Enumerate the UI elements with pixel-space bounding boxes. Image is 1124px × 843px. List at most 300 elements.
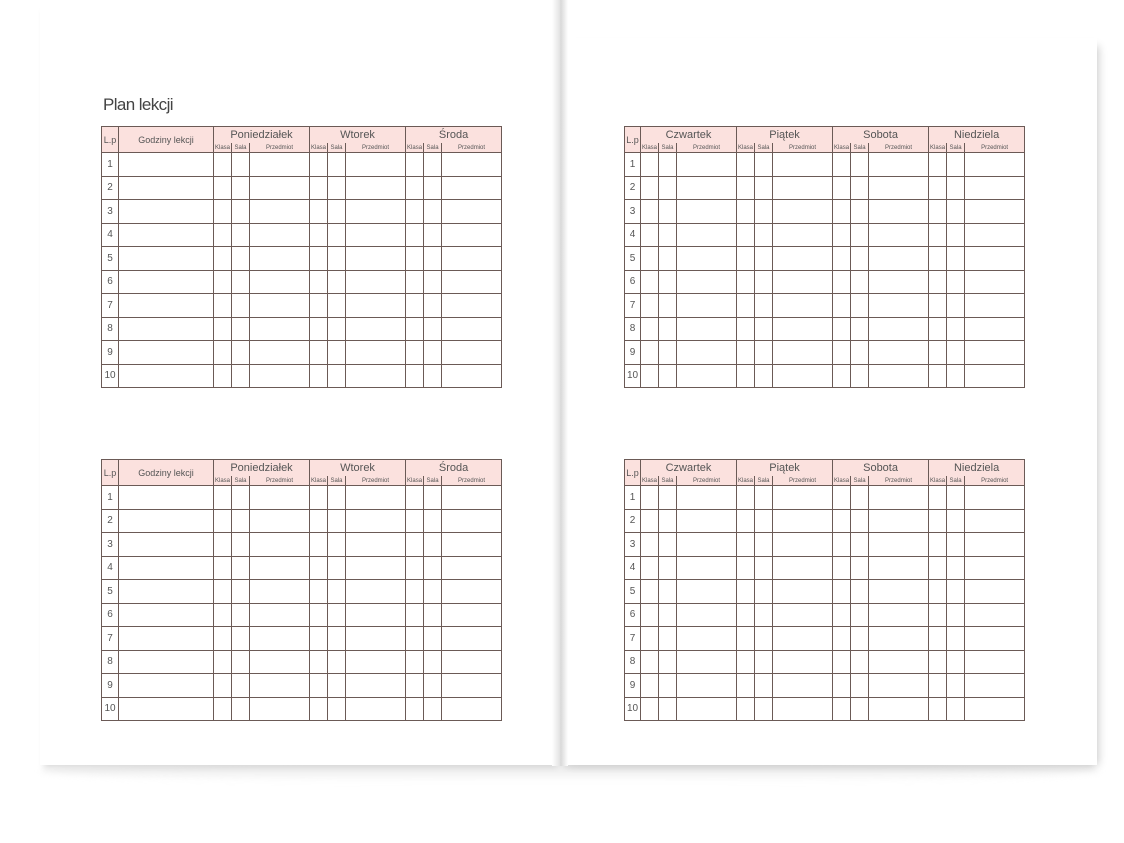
schedule-cell[interactable] — [424, 200, 442, 224]
schedule-cell[interactable] — [214, 509, 232, 533]
schedule-cell[interactable] — [833, 486, 851, 510]
schedule-cell[interactable] — [659, 270, 677, 294]
schedule-cell[interactable] — [214, 200, 232, 224]
schedule-cell[interactable] — [773, 603, 833, 627]
schedule-cell[interactable] — [310, 486, 328, 510]
schedule-cell[interactable] — [424, 697, 442, 721]
schedule-cell[interactable] — [424, 603, 442, 627]
schedule-cell[interactable] — [947, 270, 965, 294]
schedule-cell[interactable] — [677, 556, 737, 580]
schedule-cell[interactable] — [851, 317, 869, 341]
schedule-cell[interactable] — [851, 270, 869, 294]
schedule-cell[interactable] — [424, 294, 442, 318]
schedule-cell[interactable] — [250, 341, 310, 365]
schedule-cell[interactable] — [677, 533, 737, 557]
schedule-cell[interactable] — [755, 556, 773, 580]
schedule-cell[interactable] — [328, 223, 346, 247]
schedule-cell[interactable] — [442, 200, 502, 224]
schedule-cell[interactable] — [119, 486, 214, 510]
schedule-cell[interactable] — [346, 697, 406, 721]
schedule-cell[interactable] — [833, 364, 851, 388]
schedule-cell[interactable] — [833, 153, 851, 177]
schedule-cell[interactable] — [406, 317, 424, 341]
schedule-cell[interactable] — [442, 317, 502, 341]
schedule-cell[interactable] — [442, 509, 502, 533]
schedule-cell[interactable] — [250, 674, 310, 698]
schedule-cell[interactable] — [119, 176, 214, 200]
schedule-cell[interactable] — [869, 486, 929, 510]
schedule-cell[interactable] — [773, 486, 833, 510]
schedule-cell[interactable] — [310, 200, 328, 224]
schedule-cell[interactable] — [641, 270, 659, 294]
schedule-cell[interactable] — [641, 533, 659, 557]
schedule-cell[interactable] — [851, 486, 869, 510]
schedule-cell[interactable] — [641, 509, 659, 533]
schedule-cell[interactable] — [677, 270, 737, 294]
schedule-cell[interactable] — [947, 580, 965, 604]
schedule-cell[interactable] — [947, 509, 965, 533]
schedule-cell[interactable] — [677, 627, 737, 651]
schedule-cell[interactable] — [773, 247, 833, 271]
schedule-cell[interactable] — [250, 697, 310, 721]
schedule-cell[interactable] — [250, 509, 310, 533]
schedule-cell[interactable] — [250, 556, 310, 580]
schedule-cell[interactable] — [406, 603, 424, 627]
schedule-cell[interactable] — [965, 509, 1025, 533]
schedule-cell[interactable] — [641, 580, 659, 604]
schedule-cell[interactable] — [641, 341, 659, 365]
schedule-cell[interactable] — [755, 294, 773, 318]
schedule-cell[interactable] — [851, 697, 869, 721]
schedule-cell[interactable] — [659, 674, 677, 698]
schedule-cell[interactable] — [442, 650, 502, 674]
schedule-cell[interactable] — [965, 153, 1025, 177]
schedule-cell[interactable] — [310, 509, 328, 533]
schedule-cell[interactable] — [641, 650, 659, 674]
schedule-cell[interactable] — [869, 200, 929, 224]
schedule-cell[interactable] — [755, 509, 773, 533]
schedule-cell[interactable] — [947, 556, 965, 580]
schedule-cell[interactable] — [677, 486, 737, 510]
schedule-cell[interactable] — [346, 580, 406, 604]
schedule-cell[interactable] — [851, 627, 869, 651]
schedule-cell[interactable] — [851, 200, 869, 224]
schedule-cell[interactable] — [929, 270, 947, 294]
schedule-cell[interactable] — [214, 603, 232, 627]
schedule-cell[interactable] — [424, 341, 442, 365]
schedule-cell[interactable] — [442, 153, 502, 177]
schedule-cell[interactable] — [737, 627, 755, 651]
schedule-cell[interactable] — [214, 556, 232, 580]
schedule-cell[interactable] — [119, 247, 214, 271]
schedule-cell[interactable] — [424, 223, 442, 247]
schedule-cell[interactable] — [346, 509, 406, 533]
schedule-cell[interactable] — [214, 674, 232, 698]
schedule-cell[interactable] — [232, 533, 250, 557]
schedule-cell[interactable] — [232, 580, 250, 604]
schedule-cell[interactable] — [737, 533, 755, 557]
schedule-cell[interactable] — [214, 341, 232, 365]
schedule-cell[interactable] — [755, 650, 773, 674]
schedule-cell[interactable] — [214, 294, 232, 318]
schedule-cell[interactable] — [442, 341, 502, 365]
schedule-cell[interactable] — [232, 200, 250, 224]
schedule-cell[interactable] — [851, 674, 869, 698]
schedule-cell[interactable] — [119, 627, 214, 651]
schedule-cell[interactable] — [677, 509, 737, 533]
schedule-cell[interactable] — [424, 270, 442, 294]
schedule-cell[interactable] — [755, 627, 773, 651]
schedule-cell[interactable] — [965, 697, 1025, 721]
schedule-cell[interactable] — [659, 364, 677, 388]
schedule-cell[interactable] — [755, 317, 773, 341]
schedule-cell[interactable] — [677, 200, 737, 224]
schedule-cell[interactable] — [328, 153, 346, 177]
schedule-cell[interactable] — [310, 270, 328, 294]
schedule-cell[interactable] — [851, 364, 869, 388]
schedule-cell[interactable] — [833, 674, 851, 698]
schedule-cell[interactable] — [965, 247, 1025, 271]
schedule-cell[interactable] — [737, 364, 755, 388]
schedule-cell[interactable] — [250, 580, 310, 604]
schedule-cell[interactable] — [641, 176, 659, 200]
schedule-cell[interactable] — [310, 603, 328, 627]
schedule-cell[interactable] — [677, 341, 737, 365]
schedule-cell[interactable] — [346, 533, 406, 557]
schedule-cell[interactable] — [737, 341, 755, 365]
schedule-cell[interactable] — [965, 627, 1025, 651]
schedule-cell[interactable] — [310, 556, 328, 580]
schedule-cell[interactable] — [250, 650, 310, 674]
schedule-cell[interactable] — [659, 200, 677, 224]
schedule-cell[interactable] — [947, 603, 965, 627]
schedule-cell[interactable] — [442, 223, 502, 247]
schedule-cell[interactable] — [833, 603, 851, 627]
schedule-cell[interactable] — [773, 650, 833, 674]
schedule-cell[interactable] — [947, 674, 965, 698]
schedule-cell[interactable] — [310, 223, 328, 247]
schedule-cell[interactable] — [737, 176, 755, 200]
schedule-cell[interactable] — [851, 556, 869, 580]
schedule-cell[interactable] — [773, 627, 833, 651]
schedule-cell[interactable] — [965, 176, 1025, 200]
schedule-cell[interactable] — [929, 364, 947, 388]
schedule-cell[interactable] — [346, 341, 406, 365]
schedule-cell[interactable] — [677, 317, 737, 341]
schedule-cell[interactable] — [947, 294, 965, 318]
schedule-cell[interactable] — [310, 627, 328, 651]
schedule-cell[interactable] — [869, 223, 929, 247]
schedule-cell[interactable] — [965, 650, 1025, 674]
schedule-cell[interactable] — [869, 556, 929, 580]
schedule-cell[interactable] — [310, 247, 328, 271]
schedule-cell[interactable] — [406, 294, 424, 318]
schedule-cell[interactable] — [310, 341, 328, 365]
schedule-cell[interactable] — [929, 603, 947, 627]
schedule-cell[interactable] — [659, 176, 677, 200]
schedule-cell[interactable] — [310, 580, 328, 604]
schedule-cell[interactable] — [737, 603, 755, 627]
schedule-cell[interactable] — [965, 294, 1025, 318]
schedule-cell[interactable] — [965, 580, 1025, 604]
schedule-cell[interactable] — [947, 533, 965, 557]
schedule-cell[interactable] — [737, 294, 755, 318]
schedule-cell[interactable] — [406, 200, 424, 224]
schedule-cell[interactable] — [250, 200, 310, 224]
schedule-cell[interactable] — [851, 247, 869, 271]
schedule-cell[interactable] — [869, 650, 929, 674]
schedule-cell[interactable] — [833, 533, 851, 557]
schedule-cell[interactable] — [406, 580, 424, 604]
schedule-cell[interactable] — [250, 270, 310, 294]
schedule-cell[interactable] — [232, 153, 250, 177]
schedule-cell[interactable] — [755, 533, 773, 557]
schedule-cell[interactable] — [442, 556, 502, 580]
schedule-cell[interactable] — [250, 364, 310, 388]
schedule-cell[interactable] — [833, 650, 851, 674]
schedule-cell[interactable] — [406, 509, 424, 533]
schedule-cell[interactable] — [947, 223, 965, 247]
schedule-cell[interactable] — [424, 486, 442, 510]
schedule-cell[interactable] — [232, 627, 250, 651]
schedule-cell[interactable] — [869, 153, 929, 177]
schedule-cell[interactable] — [755, 486, 773, 510]
schedule-cell[interactable] — [406, 650, 424, 674]
schedule-cell[interactable] — [119, 509, 214, 533]
schedule-cell[interactable] — [659, 603, 677, 627]
schedule-cell[interactable] — [406, 341, 424, 365]
schedule-cell[interactable] — [773, 153, 833, 177]
schedule-cell[interactable] — [677, 223, 737, 247]
schedule-cell[interactable] — [755, 153, 773, 177]
schedule-cell[interactable] — [232, 341, 250, 365]
schedule-cell[interactable] — [965, 317, 1025, 341]
schedule-cell[interactable] — [773, 270, 833, 294]
schedule-cell[interactable] — [677, 176, 737, 200]
schedule-cell[interactable] — [947, 317, 965, 341]
schedule-cell[interactable] — [442, 270, 502, 294]
schedule-cell[interactable] — [677, 364, 737, 388]
schedule-cell[interactable] — [641, 627, 659, 651]
schedule-cell[interactable] — [659, 556, 677, 580]
schedule-cell[interactable] — [869, 509, 929, 533]
schedule-cell[interactable] — [442, 247, 502, 271]
schedule-cell[interactable] — [310, 697, 328, 721]
schedule-cell[interactable] — [659, 650, 677, 674]
schedule-cell[interactable] — [869, 533, 929, 557]
schedule-cell[interactable] — [929, 223, 947, 247]
schedule-cell[interactable] — [869, 364, 929, 388]
schedule-cell[interactable] — [869, 603, 929, 627]
schedule-cell[interactable] — [214, 364, 232, 388]
schedule-cell[interactable] — [929, 200, 947, 224]
schedule-cell[interactable] — [773, 294, 833, 318]
schedule-cell[interactable] — [310, 650, 328, 674]
schedule-cell[interactable] — [833, 341, 851, 365]
schedule-cell[interactable] — [773, 674, 833, 698]
schedule-cell[interactable] — [929, 294, 947, 318]
schedule-cell[interactable] — [442, 486, 502, 510]
schedule-cell[interactable] — [328, 533, 346, 557]
schedule-cell[interactable] — [424, 627, 442, 651]
schedule-cell[interactable] — [929, 247, 947, 271]
schedule-cell[interactable] — [929, 580, 947, 604]
schedule-cell[interactable] — [641, 317, 659, 341]
schedule-cell[interactable] — [773, 176, 833, 200]
schedule-cell[interactable] — [232, 556, 250, 580]
schedule-cell[interactable] — [965, 270, 1025, 294]
schedule-cell[interactable] — [773, 317, 833, 341]
schedule-cell[interactable] — [328, 294, 346, 318]
schedule-cell[interactable] — [755, 580, 773, 604]
schedule-cell[interactable] — [641, 223, 659, 247]
schedule-cell[interactable] — [659, 580, 677, 604]
schedule-cell[interactable] — [214, 627, 232, 651]
schedule-cell[interactable] — [947, 200, 965, 224]
schedule-cell[interactable] — [773, 533, 833, 557]
schedule-cell[interactable] — [869, 294, 929, 318]
schedule-cell[interactable] — [737, 509, 755, 533]
schedule-cell[interactable] — [232, 603, 250, 627]
schedule-cell[interactable] — [310, 294, 328, 318]
schedule-cell[interactable] — [328, 650, 346, 674]
schedule-cell[interactable] — [442, 533, 502, 557]
schedule-cell[interactable] — [947, 650, 965, 674]
schedule-cell[interactable] — [250, 603, 310, 627]
schedule-cell[interactable] — [659, 627, 677, 651]
schedule-cell[interactable] — [346, 270, 406, 294]
schedule-cell[interactable] — [641, 486, 659, 510]
schedule-cell[interactable] — [929, 627, 947, 651]
schedule-cell[interactable] — [346, 650, 406, 674]
schedule-cell[interactable] — [328, 247, 346, 271]
schedule-cell[interactable] — [677, 247, 737, 271]
schedule-cell[interactable] — [929, 317, 947, 341]
schedule-cell[interactable] — [947, 341, 965, 365]
schedule-cell[interactable] — [659, 509, 677, 533]
schedule-cell[interactable] — [232, 697, 250, 721]
schedule-cell[interactable] — [773, 580, 833, 604]
schedule-cell[interactable] — [119, 364, 214, 388]
schedule-cell[interactable] — [773, 509, 833, 533]
schedule-cell[interactable] — [947, 627, 965, 651]
schedule-cell[interactable] — [328, 176, 346, 200]
schedule-cell[interactable] — [659, 294, 677, 318]
schedule-cell[interactable] — [737, 486, 755, 510]
schedule-cell[interactable] — [328, 317, 346, 341]
schedule-cell[interactable] — [755, 341, 773, 365]
schedule-cell[interactable] — [406, 674, 424, 698]
schedule-cell[interactable] — [424, 509, 442, 533]
schedule-cell[interactable] — [659, 153, 677, 177]
schedule-cell[interactable] — [346, 486, 406, 510]
schedule-cell[interactable] — [406, 153, 424, 177]
schedule-cell[interactable] — [965, 223, 1025, 247]
schedule-cell[interactable] — [773, 200, 833, 224]
schedule-cell[interactable] — [406, 556, 424, 580]
schedule-cell[interactable] — [346, 603, 406, 627]
schedule-cell[interactable] — [737, 580, 755, 604]
schedule-cell[interactable] — [232, 223, 250, 247]
schedule-cell[interactable] — [929, 650, 947, 674]
schedule-cell[interactable] — [833, 627, 851, 651]
schedule-cell[interactable] — [346, 294, 406, 318]
schedule-cell[interactable] — [851, 533, 869, 557]
schedule-cell[interactable] — [737, 247, 755, 271]
schedule-cell[interactable] — [328, 674, 346, 698]
schedule-cell[interactable] — [755, 176, 773, 200]
schedule-cell[interactable] — [214, 580, 232, 604]
schedule-cell[interactable] — [119, 200, 214, 224]
schedule-cell[interactable] — [119, 556, 214, 580]
schedule-cell[interactable] — [119, 674, 214, 698]
schedule-cell[interactable] — [232, 270, 250, 294]
schedule-cell[interactable] — [119, 341, 214, 365]
schedule-cell[interactable] — [773, 223, 833, 247]
schedule-cell[interactable] — [119, 317, 214, 341]
schedule-cell[interactable] — [929, 674, 947, 698]
schedule-cell[interactable] — [659, 533, 677, 557]
schedule-cell[interactable] — [232, 247, 250, 271]
schedule-cell[interactable] — [869, 317, 929, 341]
schedule-cell[interactable] — [641, 294, 659, 318]
schedule-cell[interactable] — [424, 364, 442, 388]
schedule-cell[interactable] — [929, 341, 947, 365]
schedule-cell[interactable] — [869, 627, 929, 651]
schedule-cell[interactable] — [310, 674, 328, 698]
schedule-cell[interactable] — [737, 650, 755, 674]
schedule-cell[interactable] — [947, 364, 965, 388]
schedule-cell[interactable] — [406, 697, 424, 721]
schedule-cell[interactable] — [250, 627, 310, 651]
schedule-cell[interactable] — [833, 200, 851, 224]
schedule-cell[interactable] — [659, 341, 677, 365]
schedule-cell[interactable] — [965, 674, 1025, 698]
schedule-cell[interactable] — [232, 317, 250, 341]
schedule-cell[interactable] — [659, 697, 677, 721]
schedule-cell[interactable] — [442, 674, 502, 698]
schedule-cell[interactable] — [833, 294, 851, 318]
schedule-cell[interactable] — [755, 697, 773, 721]
schedule-cell[interactable] — [250, 294, 310, 318]
schedule-cell[interactable] — [328, 509, 346, 533]
schedule-cell[interactable] — [346, 364, 406, 388]
schedule-cell[interactable] — [310, 176, 328, 200]
schedule-cell[interactable] — [119, 650, 214, 674]
schedule-cell[interactable] — [346, 317, 406, 341]
schedule-cell[interactable] — [346, 223, 406, 247]
schedule-cell[interactable] — [346, 627, 406, 651]
schedule-cell[interactable] — [737, 697, 755, 721]
schedule-cell[interactable] — [773, 341, 833, 365]
schedule-cell[interactable] — [755, 247, 773, 271]
schedule-cell[interactable] — [232, 176, 250, 200]
schedule-cell[interactable] — [851, 580, 869, 604]
schedule-cell[interactable] — [755, 603, 773, 627]
schedule-cell[interactable] — [328, 200, 346, 224]
schedule-cell[interactable] — [424, 674, 442, 698]
schedule-cell[interactable] — [851, 603, 869, 627]
schedule-cell[interactable] — [929, 176, 947, 200]
schedule-cell[interactable] — [232, 294, 250, 318]
schedule-cell[interactable] — [833, 247, 851, 271]
schedule-cell[interactable] — [119, 270, 214, 294]
schedule-cell[interactable] — [833, 556, 851, 580]
schedule-cell[interactable] — [250, 533, 310, 557]
schedule-cell[interactable] — [659, 317, 677, 341]
schedule-cell[interactable] — [869, 580, 929, 604]
schedule-cell[interactable] — [755, 223, 773, 247]
